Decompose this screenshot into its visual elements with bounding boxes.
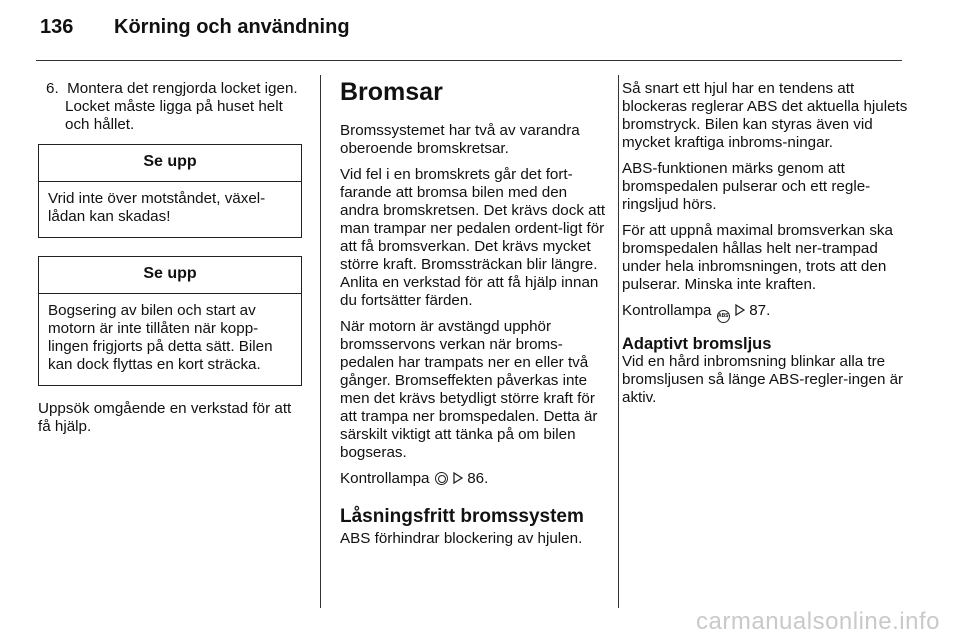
page-number: 136 [40, 16, 74, 38]
closing-paragraph: Uppsök omgående en verkstad för att få hjälp. [38, 400, 292, 435]
abs-warning-icon [717, 310, 730, 323]
middle-column [340, 80, 606, 556]
paragraph: För att uppnå maximal bromsverkan ska bromspedalen hållas helt ner-trampad under hela inbromsningen, trots att den pulserar. Minska inte kraften. [622, 222, 893, 293]
paragraph: Bromssystemet har två av varandra oberoende bromskretsar. [340, 122, 580, 157]
control-lamp-label: Kontrollampa [622, 302, 712, 319]
control-lamp-reference [622, 302, 908, 323]
caution-body: Bogsering av bilen och start av motorn är inte tillåten när kopp-lingen frigjorts på detta sätt. Bilen kan dock flyttas en kort sträcka. [48, 302, 273, 373]
section-heading: Bromsar [340, 78, 443, 106]
paragraph: Vid fel i en bromskrets går det fort-farande att bromsa bilen med den andra bromskretsen. Det krävs dock att man trampar ner pedalen ordent-ligt för att få bromsverkan. Det krävs mycket större kraft. Bromssträckan blir längre. Anlita en verkstad för att få hjälp innan du fortsätter färden. [340, 166, 606, 309]
page-reference-arrow-icon [735, 304, 745, 316]
paragraph: ABS förhindrar blockering av hjulen. [340, 530, 583, 547]
paragraph: När motorn är avstängd upphör bromsservons verkan när broms-pedalen har trampats ner en eller två gånger. Bromseffekten påverkas inte men det krävs betydligt större kraft för att trampa ner bromspedalen. Detta är särskilt viktigt att tänka på om bilen bogseras. [340, 318, 598, 461]
caution-body: Vrid inte över motståndet, växel-lådan kan skadas! [48, 190, 266, 225]
page-header [40, 16, 350, 39]
caution-box-1 [38, 144, 302, 238]
subsection-heading: Adaptivt bromsljus [622, 335, 772, 353]
control-lamp-reference [340, 470, 606, 488]
subsection-heading: Låsningsfritt bromssystem [340, 506, 584, 527]
list-item [38, 80, 302, 134]
list-item-number: 6. [46, 80, 59, 97]
page-reference: 87. [749, 302, 771, 319]
paragraph: Vid en hård inbromsning blinkar alla tre bromsljusen så länge ABS-regler-ingen är aktiv. [622, 353, 904, 406]
paragraph: ABS-funktionen märks genom att bromspedalen pulserar och ett regle-ringsljud hörs. [622, 160, 871, 213]
column-divider-2 [618, 75, 619, 608]
page-reference: 86. [467, 470, 489, 487]
page-reference-arrow-icon [453, 472, 463, 484]
brake-warning-icon [435, 472, 448, 485]
caution-title: Se upp [39, 257, 301, 294]
watermark: carmanualsonline.info [696, 608, 940, 635]
caution-title: Se upp [39, 145, 301, 182]
page-title: Körning och användning [114, 16, 350, 38]
caution-box-2 [38, 256, 302, 386]
left-column [38, 80, 302, 444]
right-column [622, 80, 908, 415]
paragraph: Så snart ett hjul har en tendens att blockeras reglerar ABS det aktuella hjulets bromstryck. Bilen kan styras även vid mycket kraftiga inbroms-ningar. [622, 80, 908, 151]
header-rule [36, 60, 902, 61]
control-lamp-label: Kontrollampa [340, 470, 430, 487]
list-item-text: Montera det rengjorda locket igen. Locket måste ligga på huset helt och hållet. [65, 80, 298, 133]
column-divider-1 [320, 75, 321, 608]
